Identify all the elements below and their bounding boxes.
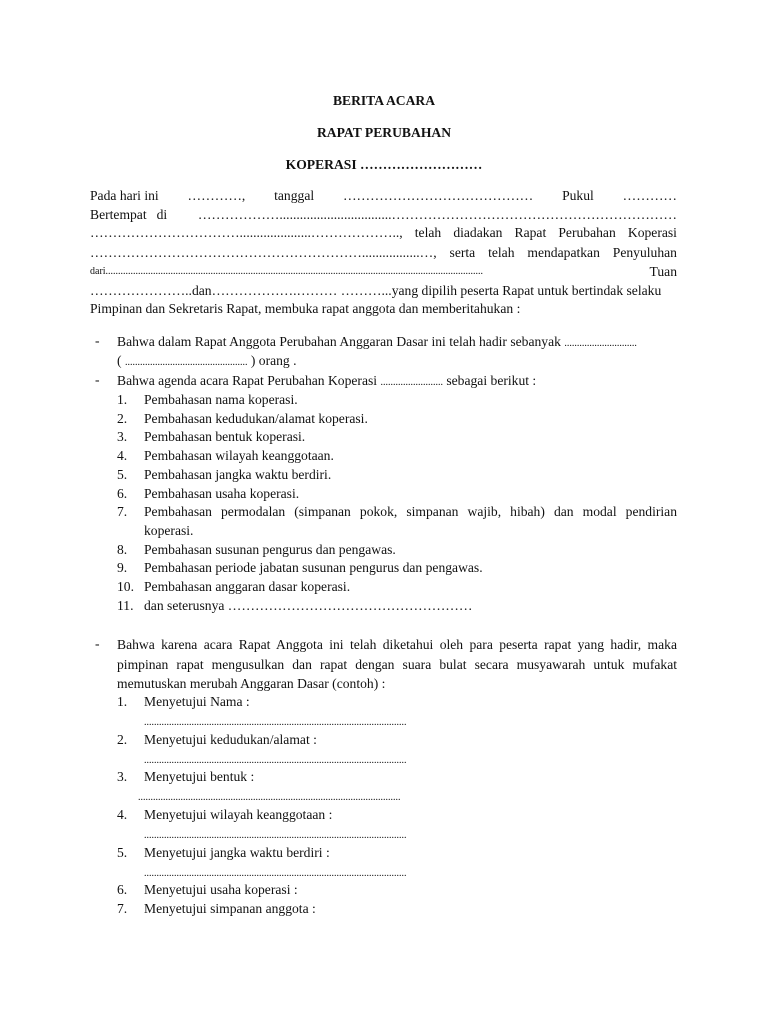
- bullet-dash: -: [95, 372, 100, 387]
- bullet-attendance: [117, 333, 677, 353]
- item-text: Menyetujui simpanan anggota :: [144, 900, 316, 916]
- decision-item: [117, 731, 677, 768]
- decision-item: [117, 806, 677, 844]
- intro-line: …………………..dan……………….……… ………...yang dipilih peserta Rapat untuk bertindak selaku: [90, 283, 662, 298]
- item-number: 3.: [117, 429, 128, 445]
- item-text: Pembahasan anggaran dasar koperasi.: [144, 579, 351, 595]
- decision-item: [117, 768, 677, 806]
- paren-open: (: [117, 353, 122, 368]
- intro-text: diadakan: [453, 225, 503, 240]
- agenda-list: [117, 391, 677, 615]
- item-number: 7.: [117, 504, 128, 520]
- intro-text: Pukul: [562, 188, 594, 203]
- item-number: 5.: [117, 845, 128, 860]
- intro-blank: …………,: [187, 188, 246, 203]
- item-number: 11.: [117, 597, 134, 613]
- item-text: Pembahasan wilayah keanggotaan.: [144, 448, 334, 464]
- item-number: 9.: [117, 560, 128, 576]
- item-text: Pembahasan periode jabatan susunan pengurus dan pengawas.: [144, 560, 483, 576]
- item-text: Pembahasan nama koperasi.: [144, 392, 298, 407]
- item-number: 10.: [117, 579, 134, 595]
- intro-text: Tuan: [649, 264, 677, 279]
- item-text: Pembahasan bentuk koperasi.: [144, 429, 306, 445]
- attendance-text: Bahwa dalam Rapat Anggota Perubahan Anggaran Dasar ini telah hadir sebanyak: [117, 334, 561, 349]
- intro-line: [90, 244, 677, 262]
- item-blank: .........................................................................................................: [138, 791, 401, 803]
- agenda-item: [117, 597, 677, 616]
- intro-text: serta: [449, 245, 476, 260]
- intro-line: [90, 224, 677, 242]
- agenda-item: [117, 391, 677, 410]
- intro-blank: …………………………………………………….................…,: [90, 245, 437, 260]
- agenda-intro-text: Bahwa agenda acara Rapat Perubahan Koperasi: [117, 373, 378, 388]
- intro-text: Koperasi: [627, 225, 677, 240]
- intro-blank: dari.......................................................................................................................................................: [90, 266, 484, 277]
- item-text: Pembahasan jangka waktu berdiri.: [144, 466, 332, 482]
- item-blank: .........................................................................................................: [144, 867, 407, 879]
- item-text: Pembahasan kedudukan/alamat koperasi.: [144, 410, 368, 426]
- intro-text: Rapat: [514, 225, 547, 240]
- intro-line: [90, 187, 677, 205]
- intro-text: mendapatkan: [527, 245, 600, 260]
- agenda-item: [117, 410, 677, 429]
- agenda-item: [117, 485, 677, 504]
- item-text: Menyetujui bentuk :: [144, 769, 255, 784]
- intro-text: Pada hari ini: [90, 188, 159, 203]
- intro-text: tanggal: [274, 188, 315, 203]
- attendance-text: ) orang .: [250, 353, 297, 368]
- agenda-item: [117, 466, 677, 485]
- intro-blank: ……………………………………: [342, 188, 534, 203]
- item-blank: .........................................................................................................: [144, 829, 407, 841]
- item-text: Menyetujui wilayah keanggotaan :: [144, 807, 333, 822]
- item-text: dan seterusnya ………………………………………………: [144, 597, 473, 613]
- decision-item: [117, 881, 677, 900]
- item-number: 5.: [117, 466, 128, 482]
- bullet-dash: -: [95, 636, 100, 651]
- item-number: 6.: [117, 882, 128, 897]
- document-subtitle-koperasi: KOPERASI ………………………: [285, 157, 483, 172]
- item-text: Pembahasan usaha koperasi.: [144, 485, 300, 501]
- item-number: 2.: [117, 410, 128, 426]
- bullet-decision-text: Bahwa karena acara Rapat Anggota ini telah diketahui oleh para peserta rapat yang hadir, maka pimpinan rapat mengusulkan dan rapat dengan suara bulat secara musyawarah untuk mufakat memutuskan merubah Anggaran Dasar (contoh) :: [117, 637, 677, 691]
- intro-blank: ……………….................................………………………………………………………: [197, 207, 677, 222]
- bullet-agenda: [117, 372, 677, 392]
- item-number: 1.: [117, 392, 128, 407]
- agenda-item: [117, 559, 677, 578]
- agenda-item: [117, 578, 677, 597]
- intro-blank: …………: [622, 188, 677, 203]
- intro-line: Pimpinan dan Sekretaris Rapat, membuka rapat anggota dan memberitahukan :: [90, 301, 521, 316]
- agenda-item: [117, 503, 677, 540]
- item-number: 4.: [117, 448, 128, 464]
- agenda-intro-text: sebagai berikut :: [446, 373, 537, 388]
- intro-text: di: [156, 207, 168, 222]
- decision-item: [117, 900, 677, 919]
- intro-text: Bertempat: [90, 207, 147, 222]
- item-number: 3.: [117, 769, 128, 784]
- agenda-item: [117, 541, 677, 560]
- agenda-item: [117, 428, 677, 447]
- item-number: 4.: [117, 807, 128, 822]
- attendance-blank: .............................: [564, 338, 637, 349]
- attendance-blank: .................................................: [124, 357, 248, 368]
- item-text: Pembahasan permodalan (simpanan pokok, simpanan wajib, hibah) dan modal pendirian koperasi.: [144, 504, 677, 538]
- intro-text: telah: [488, 245, 515, 260]
- item-number: 8.: [117, 541, 128, 557]
- intro-blank: …………………………….....................………………..,: [90, 225, 403, 240]
- bullet-attendance-cont: [117, 352, 677, 372]
- agenda-item: [117, 447, 677, 466]
- bullet-dash: -: [95, 333, 100, 348]
- item-number: 2.: [117, 732, 128, 747]
- intro-text: telah: [414, 225, 442, 240]
- item-number: 6.: [117, 485, 128, 501]
- decision-list: [117, 693, 677, 918]
- agenda-blank: .........................: [380, 377, 443, 388]
- decision-item: [117, 844, 677, 881]
- item-text: Pembahasan susunan pengurus dan pengawas.: [144, 541, 396, 557]
- decision-item: [117, 693, 677, 731]
- intro-line: [90, 206, 677, 224]
- document-subtitle: RAPAT PERUBAHAN: [316, 125, 452, 140]
- item-text: Menyetujui usaha koperasi :: [144, 882, 298, 897]
- intro-line: [90, 263, 677, 281]
- item-text: Menyetujui kedudukan/alamat :: [144, 732, 317, 747]
- item-number: 7.: [117, 900, 128, 916]
- document-title: BERITA ACARA: [332, 93, 436, 108]
- item-blank: .........................................................................................................: [144, 754, 407, 766]
- item-blank: .........................................................................................................: [144, 716, 407, 728]
- item-text: Menyetujui jangka waktu berdiri :: [144, 845, 330, 860]
- intro-text: Penyuluhan: [612, 245, 677, 260]
- item-number: 1.: [117, 694, 128, 709]
- intro-text: Perubahan: [558, 225, 616, 240]
- item-text: Menyetujui Nama :: [144, 694, 250, 709]
